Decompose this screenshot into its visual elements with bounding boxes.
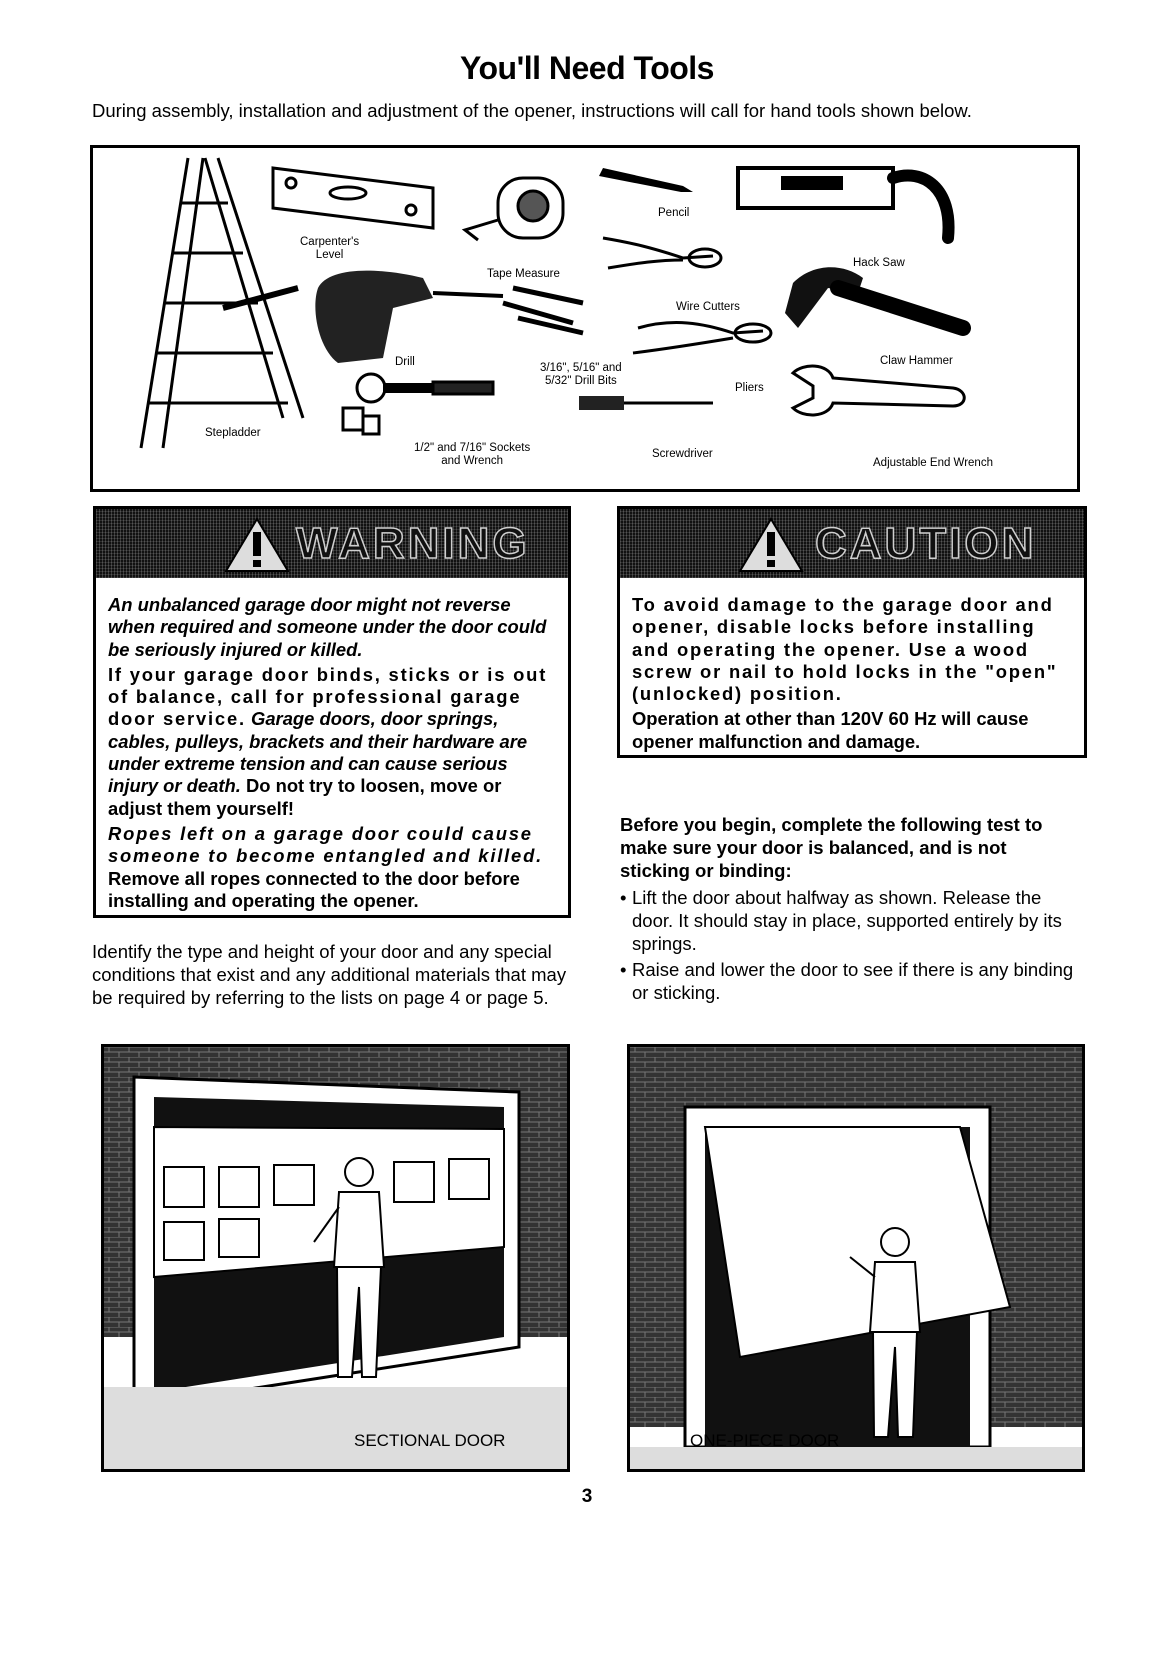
level-icon — [273, 168, 433, 228]
warning-p3-normal: Remove all ropes connected to the door before installing and operating the opener. — [108, 867, 520, 911]
screwdriver-icon — [579, 396, 713, 410]
warning-p3-italic: Ropes left on a garage door could cause someone to become entangled and killed. — [108, 822, 544, 867]
caution-banner — [620, 509, 1084, 578]
one-piece-door-figure — [627, 1044, 1085, 1472]
adjustable-wrench-icon — [793, 366, 964, 415]
hack-saw-icon — [738, 168, 949, 238]
adjustable-wrench-label: Adjustable End Wrench — [873, 457, 993, 469]
bullet-dot-icon: • — [620, 959, 627, 980]
sectional-door-figure — [101, 1044, 570, 1472]
balance-bullet-1 — [620, 886, 1075, 955]
pliers-icon — [633, 323, 771, 353]
caution-box — [617, 506, 1087, 758]
sectional-door-label: SECTIONAL DOOR — [354, 1431, 506, 1450]
warning-word: WARNING — [296, 519, 530, 568]
drill-label: Drill — [395, 356, 415, 368]
warning-p2-end: Do not try to loosen, move or adjust them yourself! — [108, 775, 502, 819]
tape-measure-icon — [465, 178, 563, 240]
warning-banner — [96, 509, 568, 578]
warning-p2-normal: If your garage door binds, sticks or is out of balance, call for professional garage door service. — [108, 663, 548, 730]
balance-test-title: Before you begin, complete the following test to make sure your door is balanced, and is not sticking or binding: — [620, 814, 1043, 881]
one-piece-door-illustration — [630, 1047, 1082, 1469]
pliers-label: Pliers — [735, 382, 764, 394]
bullet-dot-icon: • — [620, 887, 627, 908]
screwdriver-label: Screwdriver — [652, 448, 713, 460]
warning-box — [93, 506, 571, 918]
drill-icon — [315, 271, 503, 363]
tape-measure-label: Tape Measure — [487, 268, 560, 280]
drill-bits-icon — [503, 288, 583, 333]
caution-p2: Operation at other than 120V 60 Hz will cause opener malfunction and damage. — [632, 708, 1029, 752]
hack-saw-label: Hack Saw — [853, 257, 905, 269]
wire-cutters-label: Wire Cutters — [676, 301, 740, 313]
caution-message — [620, 594, 1084, 756]
identify-paragraph: Identify the type and height of your door and any special conditions that exist and any additional materials that may be required by referring to the lists on page 4 or page 5. — [92, 941, 567, 1008]
warning-p2-italic: Garage doors, door springs, cables, pulleys, brackets and their hardware are under extreme tension and can cause serious injury or death. — [108, 708, 528, 797]
claw-hammer-label: Claw Hammer — [880, 355, 953, 367]
page-title: You'll Need Tools — [460, 50, 714, 86]
sockets-label: 1/2" and 7/16" Sockets and Wrench — [414, 442, 531, 467]
warning-message — [96, 594, 568, 915]
warning-p3 — [108, 823, 556, 912]
wire-cutters-icon — [603, 238, 721, 268]
balance-bullet-1-text: Lift the door about halfway as shown. Release the door. It should stay in place, supported entirely by its springs. — [632, 887, 1062, 954]
pencil-icon — [599, 168, 693, 192]
warning-p2 — [108, 664, 556, 820]
claw-hammer-icon — [785, 267, 963, 328]
warning-triangle-icon — [224, 517, 290, 573]
balance-bullet-2-text: Raise and lower the door to see if there is any binding or sticking. — [632, 959, 1074, 1003]
sockets-wrench-icon — [343, 374, 493, 434]
intro-text: During assembly, installation and adjustment of the opener, instructions will call for hand tools shown below. — [92, 100, 972, 121]
balance-bullet-2 — [620, 958, 1075, 1004]
caution-triangle-icon — [738, 517, 804, 573]
level-label: Carpenter's Level — [300, 236, 360, 261]
drill-bits-label: 3/16", 5/16" and 5/32" Drill Bits — [540, 362, 622, 387]
one-piece-door-label: ONE-PIECE DOOR — [690, 1431, 840, 1450]
stepladder-label: Stepladder — [205, 427, 261, 439]
sectional-door-illustration — [104, 1047, 567, 1469]
pencil-label: Pencil — [658, 207, 690, 219]
page-number: 3 — [581, 1486, 593, 1507]
caution-word: CAUTION — [815, 519, 1037, 568]
caution-p1: To avoid damage to the garage door and opener, disable locks before installing and operating the opener. Use a wood screw or nail to hold locks in the "open" (unlocked) position. — [632, 594, 1058, 705]
warning-p1: An unbalanced garage door might not reverse when required and someone under the door could be seriously injured or killed. — [108, 594, 547, 660]
